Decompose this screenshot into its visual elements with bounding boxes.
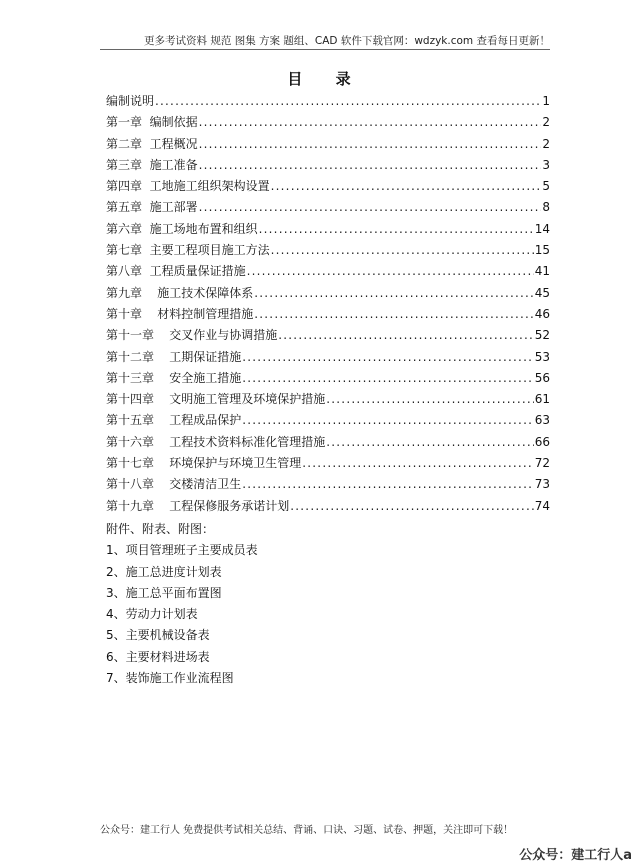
appendix-list [106,540,258,689]
toc-page-number: 2 [542,136,550,151]
toc-entry[interactable] [106,112,550,133]
toc-dot-leader [326,432,533,453]
appendix-item: 4、劳动力计划表 [106,607,198,622]
toc-entry[interactable] [106,91,550,112]
toc-page-number: 52 [534,328,550,343]
toc-entry-title: 第十三章 安全施工措施 [106,370,242,385]
toc-dot-leader [242,474,533,495]
toc-entry-title: 第八章 工程质量保证措施 [106,264,246,279]
toc-page-number: 61 [534,392,550,407]
toc-entry-title: 第十章 材料控制管理措施 [106,306,254,321]
toc-page-number: 15 [534,243,550,258]
toc-entry[interactable] [106,176,550,197]
toc-page-number: 53 [534,349,550,364]
toc-entry-title: 第十五章 工程成品保护 [106,413,242,428]
toc-page-number: 73 [534,477,550,492]
toc-entry[interactable] [106,283,550,304]
toc-entry-title: 第十九章 工程保修服务承诺计划 [106,498,290,513]
toc-entry[interactable] [106,368,550,389]
toc-entry[interactable] [106,432,550,453]
toc-page-number: 8 [542,200,550,215]
toc-dot-leader [259,219,534,240]
toc-entry-title: 第七章 主要工程项目施工方法 [106,243,270,258]
toc-entry[interactable] [106,347,550,368]
toc-page-number: 63 [534,413,550,428]
toc-entry-title: 第十六章 工程技术资料标准化管理措施 [106,434,326,449]
toc-dot-leader [302,453,533,474]
toc-entry-title: 第五章 施工部署 [106,200,198,215]
toc-page-number: 66 [534,434,550,449]
toc-entry[interactable] [106,261,550,282]
appendix-item: 2、施工总进度计划表 [106,564,222,579]
toc-entry-title: 第三章 施工准备 [106,157,198,172]
toc-entry[interactable] [106,410,550,431]
toc-entry[interactable] [106,219,550,240]
toc-entry[interactable] [106,197,550,218]
watermark: 公众号：建工行人a [519,848,632,863]
toc-entry[interactable] [106,496,550,517]
toc-dot-leader [290,496,533,517]
toc-dot-leader [326,389,533,410]
toc-page-number: 5 [542,179,550,194]
toc-dot-leader [278,325,533,346]
toc-entry-title: 第二章 工程概况 [106,136,198,151]
toc-entry-title: 第十四章 文明施工管理及环境保护措施 [106,392,326,407]
toc-dot-leader [199,197,542,218]
toc-entry-title: 第十八章 交楼清洁卫生 [106,477,242,492]
appendix-item: 3、施工总平面布置图 [106,585,222,600]
toc-page-number: 41 [534,264,550,279]
toc-entry[interactable] [106,155,550,176]
toc-dot-leader [254,304,533,325]
toc-dot-leader [242,368,533,389]
appendix-item: 1、项目管理班子主要成员表 [106,543,258,558]
page-header: 更多考试资料 规范 图集 方案 题组、CAD 软件下载官网：wdzyk.com 查看每日更新！ [144,35,550,47]
toc-page-number: 2 [542,115,550,130]
toc-page-number: 56 [534,370,550,385]
toc-entry-title: 第一章 编制依据 [106,115,198,130]
toc-page-number: 3 [542,157,550,172]
toc-entry[interactable] [106,474,550,495]
toc-dot-leader [199,112,542,133]
toc-dot-leader [155,91,541,112]
toc-entry[interactable] [106,304,550,325]
header-divider [100,49,550,50]
toc-dot-leader [242,347,533,368]
appendix-section [106,519,258,689]
toc-page-number: 1 [542,94,550,108]
toc-page-number: 74 [534,498,550,513]
toc-entry-title: 第十二章 工期保证措施 [106,349,242,364]
toc-entry-title: 第六章 施工场地布置和组织 [106,221,258,236]
toc-entry[interactable] [106,453,550,474]
appendix-item: 6、主要材料进场表 [106,649,210,664]
appendix-item: 7、装饰施工作业流程图 [106,671,234,686]
toc-entry-title: 编制说明 [106,94,155,108]
toc-dot-leader [242,410,533,431]
table-of-contents [106,91,550,517]
toc-page-number: 46 [534,306,550,321]
toc-entry[interactable] [106,389,550,410]
toc-entry-title: 第十一章 交叉作业与协调措施 [106,328,278,343]
toc-entry[interactable] [106,325,550,346]
page-footer: 公众号：建工行人 免费提供考试相关总结、背诵、口诀、习题、试卷、押题，关注即可下载！ [100,825,514,836]
appendix-item: 5、主要机械设备表 [106,628,210,643]
toc-dot-leader [199,134,542,155]
appendix-heading: 附件、附表、附图： [106,522,215,536]
toc-dot-leader [254,283,533,304]
toc-page-number: 45 [534,285,550,300]
toc-dot-leader [271,176,542,197]
toc-page-number: 72 [534,456,550,471]
toc-dot-leader [247,261,534,282]
page-title: 目 录 [287,70,365,88]
toc-entry-title: 第九章 施工技术保障体系 [106,285,254,300]
toc-entry-title: 第四章 工地施工组织架构设置 [106,179,270,194]
toc-entry[interactable] [106,134,550,155]
toc-dot-leader [271,240,534,261]
toc-entry[interactable] [106,240,550,261]
toc-dot-leader [199,155,542,176]
toc-page-number: 14 [534,221,550,236]
toc-entry-title: 第十七章 环境保护与环境卫生管理 [106,456,302,471]
